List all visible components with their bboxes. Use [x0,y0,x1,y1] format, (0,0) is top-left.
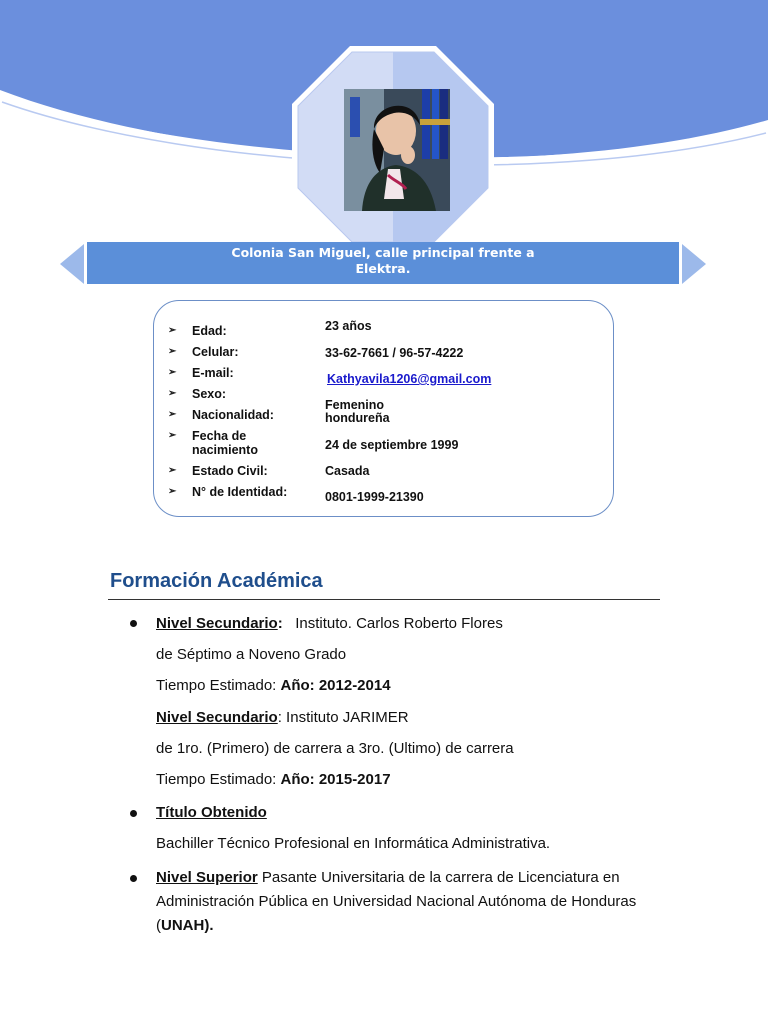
secondary-2-time: Tiempo Estimado: Año: 2015-2017 [156,771,391,788]
email-value [327,373,491,386]
left-arrow-decoration [60,244,84,284]
right-arrow-decoration [682,244,706,284]
arrow-bullet-icon: ➢ [168,388,177,399]
degree-value: Bachiller Técnico Profesional en Informática Administrativa. [156,835,551,852]
address-text: Colonia San Miguel, calle principal frente a Elektra. [231,245,535,276]
arrow-bullet-icon: ➢ [168,486,177,497]
secondary-1-time: Tiempo Estimado: Año: 2012-2014 [156,677,391,694]
section-title-education: Formación Académica [110,570,323,592]
secondary-1-line: Nivel Secundario: Instituto. Carlos Roberto Flores [156,615,503,632]
address-banner [87,242,679,284]
higher-education: Nivel Superior Pasante Universitaria de la carrera de Licenciatura en Administración Pública en Universidad Nacional Autónoma de Honduras (UNAH). [156,869,637,934]
arrow-bullet-icon: ➢ [168,325,177,336]
civil-status-value: Casada [325,464,370,478]
arrow-bullet-icon: ➢ [168,465,177,476]
secondary-2-grades: de 1ro. (Primero) de carrera a 3ro. (Ultimo) de carrera [156,740,514,757]
secondary-2-line: Nivel Secundario: Instituto JARIMER [156,709,409,726]
bullet-dot-icon [130,875,137,882]
arrow-bullet-icon: ➢ [168,367,177,378]
birthdate-value: 24 de septiembre 1999 [325,438,459,452]
arrow-bullet-icon: ➢ [168,430,177,441]
secondary-1-grades: de Séptimo a Noveno Grado [156,646,347,663]
nationality-value: hondureña [325,411,390,425]
degree-heading: Título Obtenido [156,804,267,821]
personal-info-box: ➢ Edad: ➢ Celular: ➢ E-mail: ➢ Sexo: ➢ Nacionalidad: ➢ Fecha de nacimiento ➢ Estado Civil: ➢ N° de Identidad: 23 años 33-62-7661 / 96-57-4222 Kathyavila1206@gmail.com Femenino hondureña 24 de septiembre 1999 Casada 0801-1999-21390 [153,300,614,517]
bullet-dot-icon [130,810,137,817]
bullet-dot-icon [130,620,137,627]
id-value: 0801-1999-21390 [325,490,424,504]
arrow-bullet-icon: ➢ [168,409,177,420]
sex-value: Femenino [325,398,385,412]
email-link[interactable]: Kathyavila1206@gmail.com [327,372,492,386]
profile-photo [344,89,450,211]
age-value: 23 años [325,319,372,333]
arrow-bullet-icon: ➢ [168,346,177,357]
section-divider [108,599,660,600]
phone-value: 33-62-7661 / 96-57-4222 [325,346,464,360]
